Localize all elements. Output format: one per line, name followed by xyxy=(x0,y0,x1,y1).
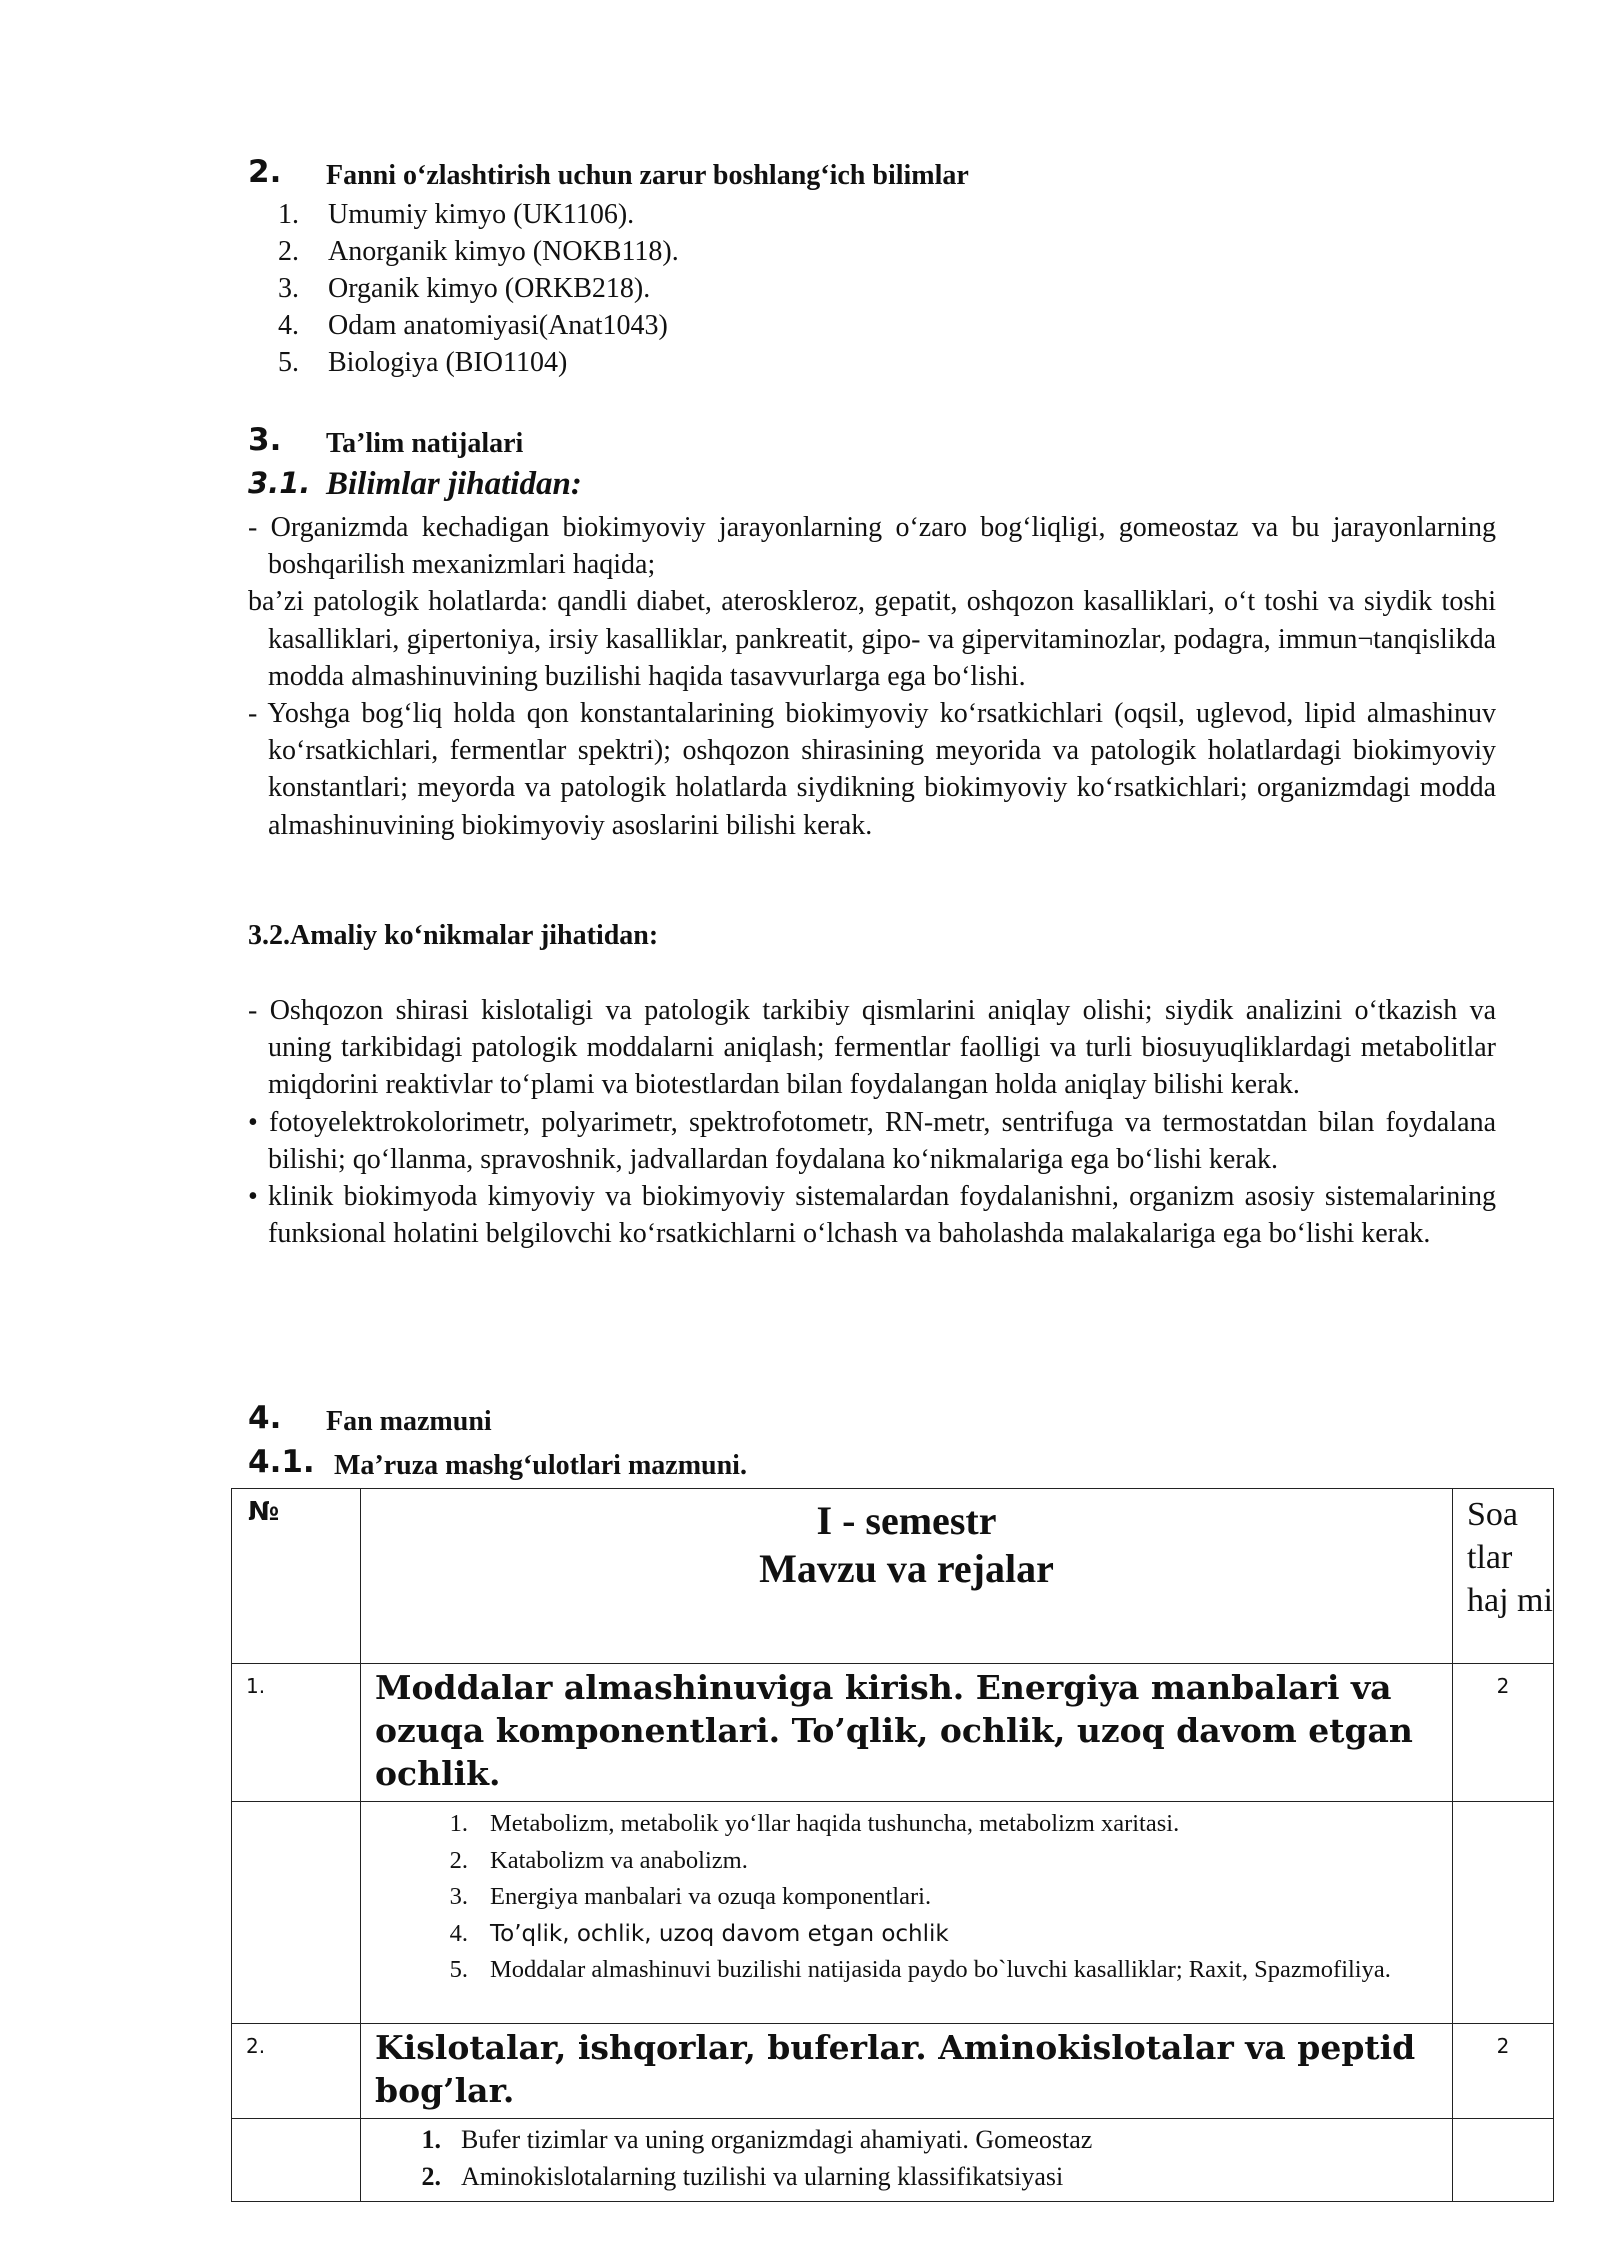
subsection-3-1-title: Bilimlar jihatidan: xyxy=(326,466,582,502)
subsection-4-1-title: Ma’ruza mashg‘ulotlari mazmuni. xyxy=(334,1450,747,1481)
paragraph: - Organizmda kechadigan biokimyoviy jarayonlarning o‘zaro bog‘liqligi, gomeostaz va bu jarayonlarning boshqarilish mexanizmlari haqida; xyxy=(248,512,1496,581)
row-hours: 2 xyxy=(1453,1664,1554,1802)
header-title xyxy=(361,1489,1453,1664)
list-item-number: 1. xyxy=(278,199,299,230)
subsection-3-1-number: 3.1. xyxy=(248,466,311,500)
list-item xyxy=(361,1806,1436,1843)
header-semester: I - semestr xyxy=(816,1498,997,1543)
list-item-number: 1. xyxy=(421,2125,441,2154)
list-item-text: Anorganik kimyo (NOKB118). xyxy=(328,236,679,267)
table-row xyxy=(232,1664,1554,1802)
list-item-number: 2. xyxy=(449,1846,468,1874)
empty-cell xyxy=(1453,1802,1554,2024)
section-2-number: 2. xyxy=(248,154,282,190)
empty-cell xyxy=(1453,2119,1554,2202)
table-header-row xyxy=(232,1489,1554,1664)
list-item-text: Energiya manbalari va ozuqa komponentlari. xyxy=(490,1883,932,1910)
list-item xyxy=(361,2158,1436,2195)
list-item-text: Odam anatomiyasi(Anat1043) xyxy=(328,310,668,341)
list-item xyxy=(278,196,679,233)
list-item xyxy=(361,1952,1436,1989)
paragraph: • fotoyelektrokolorimetr, polyarimetr, spektrofotometr, RN-metr, sentrifuga va termostatdan bilan foydalana bilishi; qo‘llanma, spravoshnik, jadvallardan foydalana ko‘nikmalariga ega bo‘lishi kerak. xyxy=(248,1106,1496,1175)
lecture-table xyxy=(231,1488,1554,2202)
header-hours: Soa tlar haj mi xyxy=(1453,1489,1554,1664)
row-number: 2. xyxy=(232,2024,361,2119)
list-item-text: Metabolizm, metabolik yo‘llar haqida tushuncha, metabolizm xaritasi. xyxy=(490,1810,1180,1837)
list-item-number: 2. xyxy=(278,236,299,267)
knowledge-paragraphs xyxy=(248,509,1496,844)
empty-cell xyxy=(232,1802,361,2024)
table-row xyxy=(232,2119,1554,2202)
list-item-text: Bufer tizimlar va uning organizmdagi ahamiyati. Gomeostaz xyxy=(461,2125,1093,2154)
list-item-text: Biologiya (BIO1104) xyxy=(328,347,568,378)
list-item xyxy=(278,270,679,307)
row-sublist xyxy=(361,2119,1453,2202)
paragraph: ba’zi patologik holatlarda: qandli diabet, ateroskleroz, gepatit, oshqozon kasalliklari, o‘t toshi va siydik toshi kasalliklari, gipertoniya, irsiy kasalliklar, pankreatit, gipo- va gipervitaminozlar, podagra, immun¬tanqislikda modda almashinuvining buzilishi haqida tasavvurlarga ega bo‘lishi. xyxy=(248,586,1496,692)
list-item-number: 3. xyxy=(278,273,299,304)
list-item xyxy=(278,344,679,381)
list-item xyxy=(361,1879,1436,1916)
paragraph: - Yoshga bog‘liq holda qon konstantalarining biokimyoviy ko‘rsatkichlari (oqsil, uglevod, lipid almashinuv ko‘rsatkichlari, fermentlar spektri); oshqozon shirasining meyorida va patologik holatlardagi biokimyoviy konstantlari; meyorda va patologik holatlarda siydikning biokimyoviy ko‘rsatkichlari; organizmdagi modda almashinuvining biokimyoviy asoslarini bilishi kerak. xyxy=(248,698,1496,841)
section-4-number: 4. xyxy=(248,1400,282,1436)
section-2-title: Fanni o‘zlashtirish uchun zarur boshlang‘ich bilimlar xyxy=(326,160,969,191)
list-item-number: 4. xyxy=(278,310,299,341)
list-item-text: Umumiy kimyo (UK1106). xyxy=(328,199,635,230)
section-3-title: Ta’lim natijalari xyxy=(326,428,524,459)
row-title: Kislotalar, ishqorlar, buferlar. Aminokislotalar va peptid bog’lar. xyxy=(361,2024,1453,2119)
list-item-text: Organik kimyo (ORKB218). xyxy=(328,273,651,304)
list-item xyxy=(278,307,679,344)
prerequisite-list xyxy=(278,196,679,381)
paragraph: • klinik biokimyoda kimyoviy va biokimyoviy sistemalardan foydalanishni, organizm asosiy sistemalarining funksional holatini belgilovchi ko‘rsatkichlarni o‘lchash va baholashda malakalariga ega bo‘lishi kerak. xyxy=(248,1181,1496,1250)
list-item-number: 5. xyxy=(278,347,299,378)
list-item xyxy=(361,1916,1436,1953)
header-number: № xyxy=(232,1489,361,1664)
list-item-number: 3. xyxy=(449,1883,468,1910)
row-hours: 2 xyxy=(1453,2024,1554,2119)
list-item-text: Aminokislotalarning tuzilishi va ularning klassifikatsiyasi xyxy=(461,2162,1064,2191)
list-item-number: 5. xyxy=(449,1956,468,1983)
list-item-number: 4. xyxy=(449,1919,468,1947)
row-title: Moddalar almashinuviga kirish. Energiya manbalari va ozuqa komponentlari. To’qlik, ochlik, uzoq davom etgan ochlik. xyxy=(361,1664,1453,1802)
list-item-text: Moddalar almashinuvi buzilishi natijasida paydo bo`luvchi kasalliklar; Raxit, Spazmofiliya. xyxy=(490,1956,1391,1983)
list-item-number: 2. xyxy=(421,2162,441,2191)
header-topics: Mavzu va rejalar xyxy=(759,1546,1054,1591)
list-item-number: 1. xyxy=(449,1810,468,1837)
list-item xyxy=(278,233,679,270)
row-sublist xyxy=(361,1802,1453,2024)
subsection-3-2-title: 3.2.Amaliy ko‘nikmalar jihatidan: xyxy=(248,920,659,951)
list-item xyxy=(361,2121,1436,2158)
table-row xyxy=(232,2024,1554,2119)
row-number: 1. xyxy=(232,1664,361,1802)
empty-cell xyxy=(232,2119,361,2202)
skills-paragraphs xyxy=(248,992,1496,1252)
list-item-text: Katabolizm va anabolizm. xyxy=(490,1846,748,1874)
section-4-title: Fan mazmuni xyxy=(326,1406,492,1437)
paragraph: - Oshqozon shirasi kislotaligi va patologik tarkibiy qismlarini aniqlay olishi; siydik analizini o‘tkazish va uning tarkibidagi patologik moddalarni aniqlash; fermentlar faolligi va turli biosuyuqliklardagi metabolitlar miqdorini reaktivlar to‘plami va biotestlardan bilan foydalangan holda aniqlay bilishi kerak. xyxy=(248,995,1496,1101)
section-3-number: 3. xyxy=(248,422,282,458)
table-row xyxy=(232,1802,1554,2024)
list-item xyxy=(361,1843,1436,1880)
subsection-4-1-number: 4.1. xyxy=(248,1444,315,1480)
list-item-text: To’qlik, ochlik, uzoq davom etgan ochlik xyxy=(490,1920,949,1947)
